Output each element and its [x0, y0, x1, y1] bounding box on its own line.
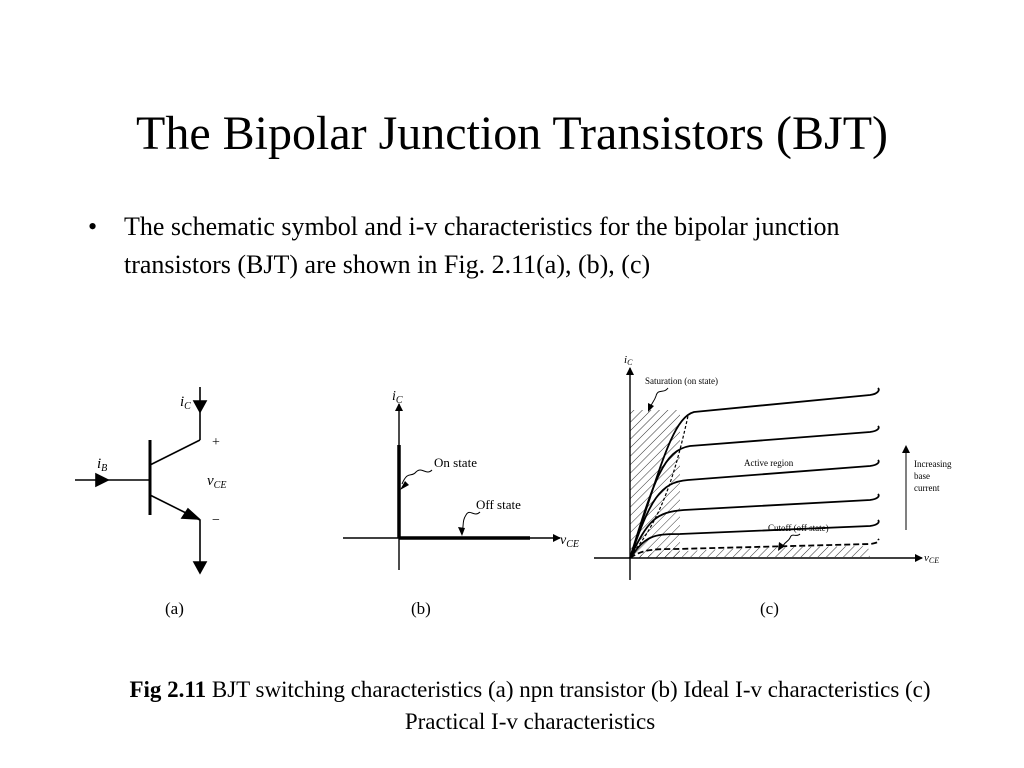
fig-b-vce-label: $v_{CE}$ — [560, 533, 579, 550]
on-state-arrowhead — [400, 481, 409, 490]
increasing-label: Increasing — [914, 459, 952, 469]
figure-caption — [100, 674, 960, 738]
fig-c-vce-label: vCE — [924, 552, 940, 565]
fig-a-ib-label: $i_B$ — [97, 456, 108, 474]
fig-a-ic-label: $i_C$ — [180, 394, 191, 412]
collector-link — [150, 440, 200, 465]
caption-fig-label: Fig 2.11 — [129, 677, 207, 702]
fig-c-ic-label: iC — [624, 354, 633, 367]
emitter-arrow — [182, 509, 199, 519]
fig-b-sublabel: (b) — [411, 599, 431, 618]
fig-c-sublabel: (c) — [760, 599, 779, 618]
off-state-arrowhead — [458, 527, 465, 536]
practical-iv-plot — [594, 368, 922, 580]
bullet-marker: • — [88, 212, 98, 241]
fig-b-ic-label: $i_C$ — [392, 389, 403, 406]
fig-a-sublabel: (a) — [165, 599, 184, 618]
cutoff-label: Cutoff (off state) — [768, 523, 829, 533]
emitter-end-arrow — [194, 562, 206, 573]
saturation-pointer — [650, 388, 668, 408]
on-state-label: On state — [434, 455, 477, 470]
off-state-label: Off state — [476, 497, 521, 512]
npn-transistor-symbol — [75, 387, 206, 573]
fig-a-vce-label: $v_{CE}$ — [207, 473, 227, 491]
current-label: current — [914, 483, 940, 493]
fig-a-minus: − — [212, 513, 220, 528]
ic-arrow — [194, 401, 206, 412]
saturation-label: Saturation (on state) — [645, 376, 718, 386]
fig-a-plus: + — [212, 435, 220, 450]
caption-text: BJT switching characteristics (a) npn transistor (b) Ideal I-v characteristics (c) Practical I-v characteristics — [206, 677, 931, 734]
bullet-text: The schematic symbol and i-v characteristics for the bipolar junction transistors (BJT) are shown in Fig. 2.11(a), (b), (c) — [124, 212, 840, 279]
ib-arrow — [96, 474, 108, 486]
active-region-label: Active region — [744, 458, 794, 468]
slide-title: The Bipolar Junction Transistors (BJT) — [136, 107, 888, 160]
on-state-pointer — [402, 470, 432, 484]
base-label: base — [914, 471, 930, 481]
ideal-iv-plot — [343, 404, 560, 570]
off-state-pointer — [462, 512, 480, 533]
